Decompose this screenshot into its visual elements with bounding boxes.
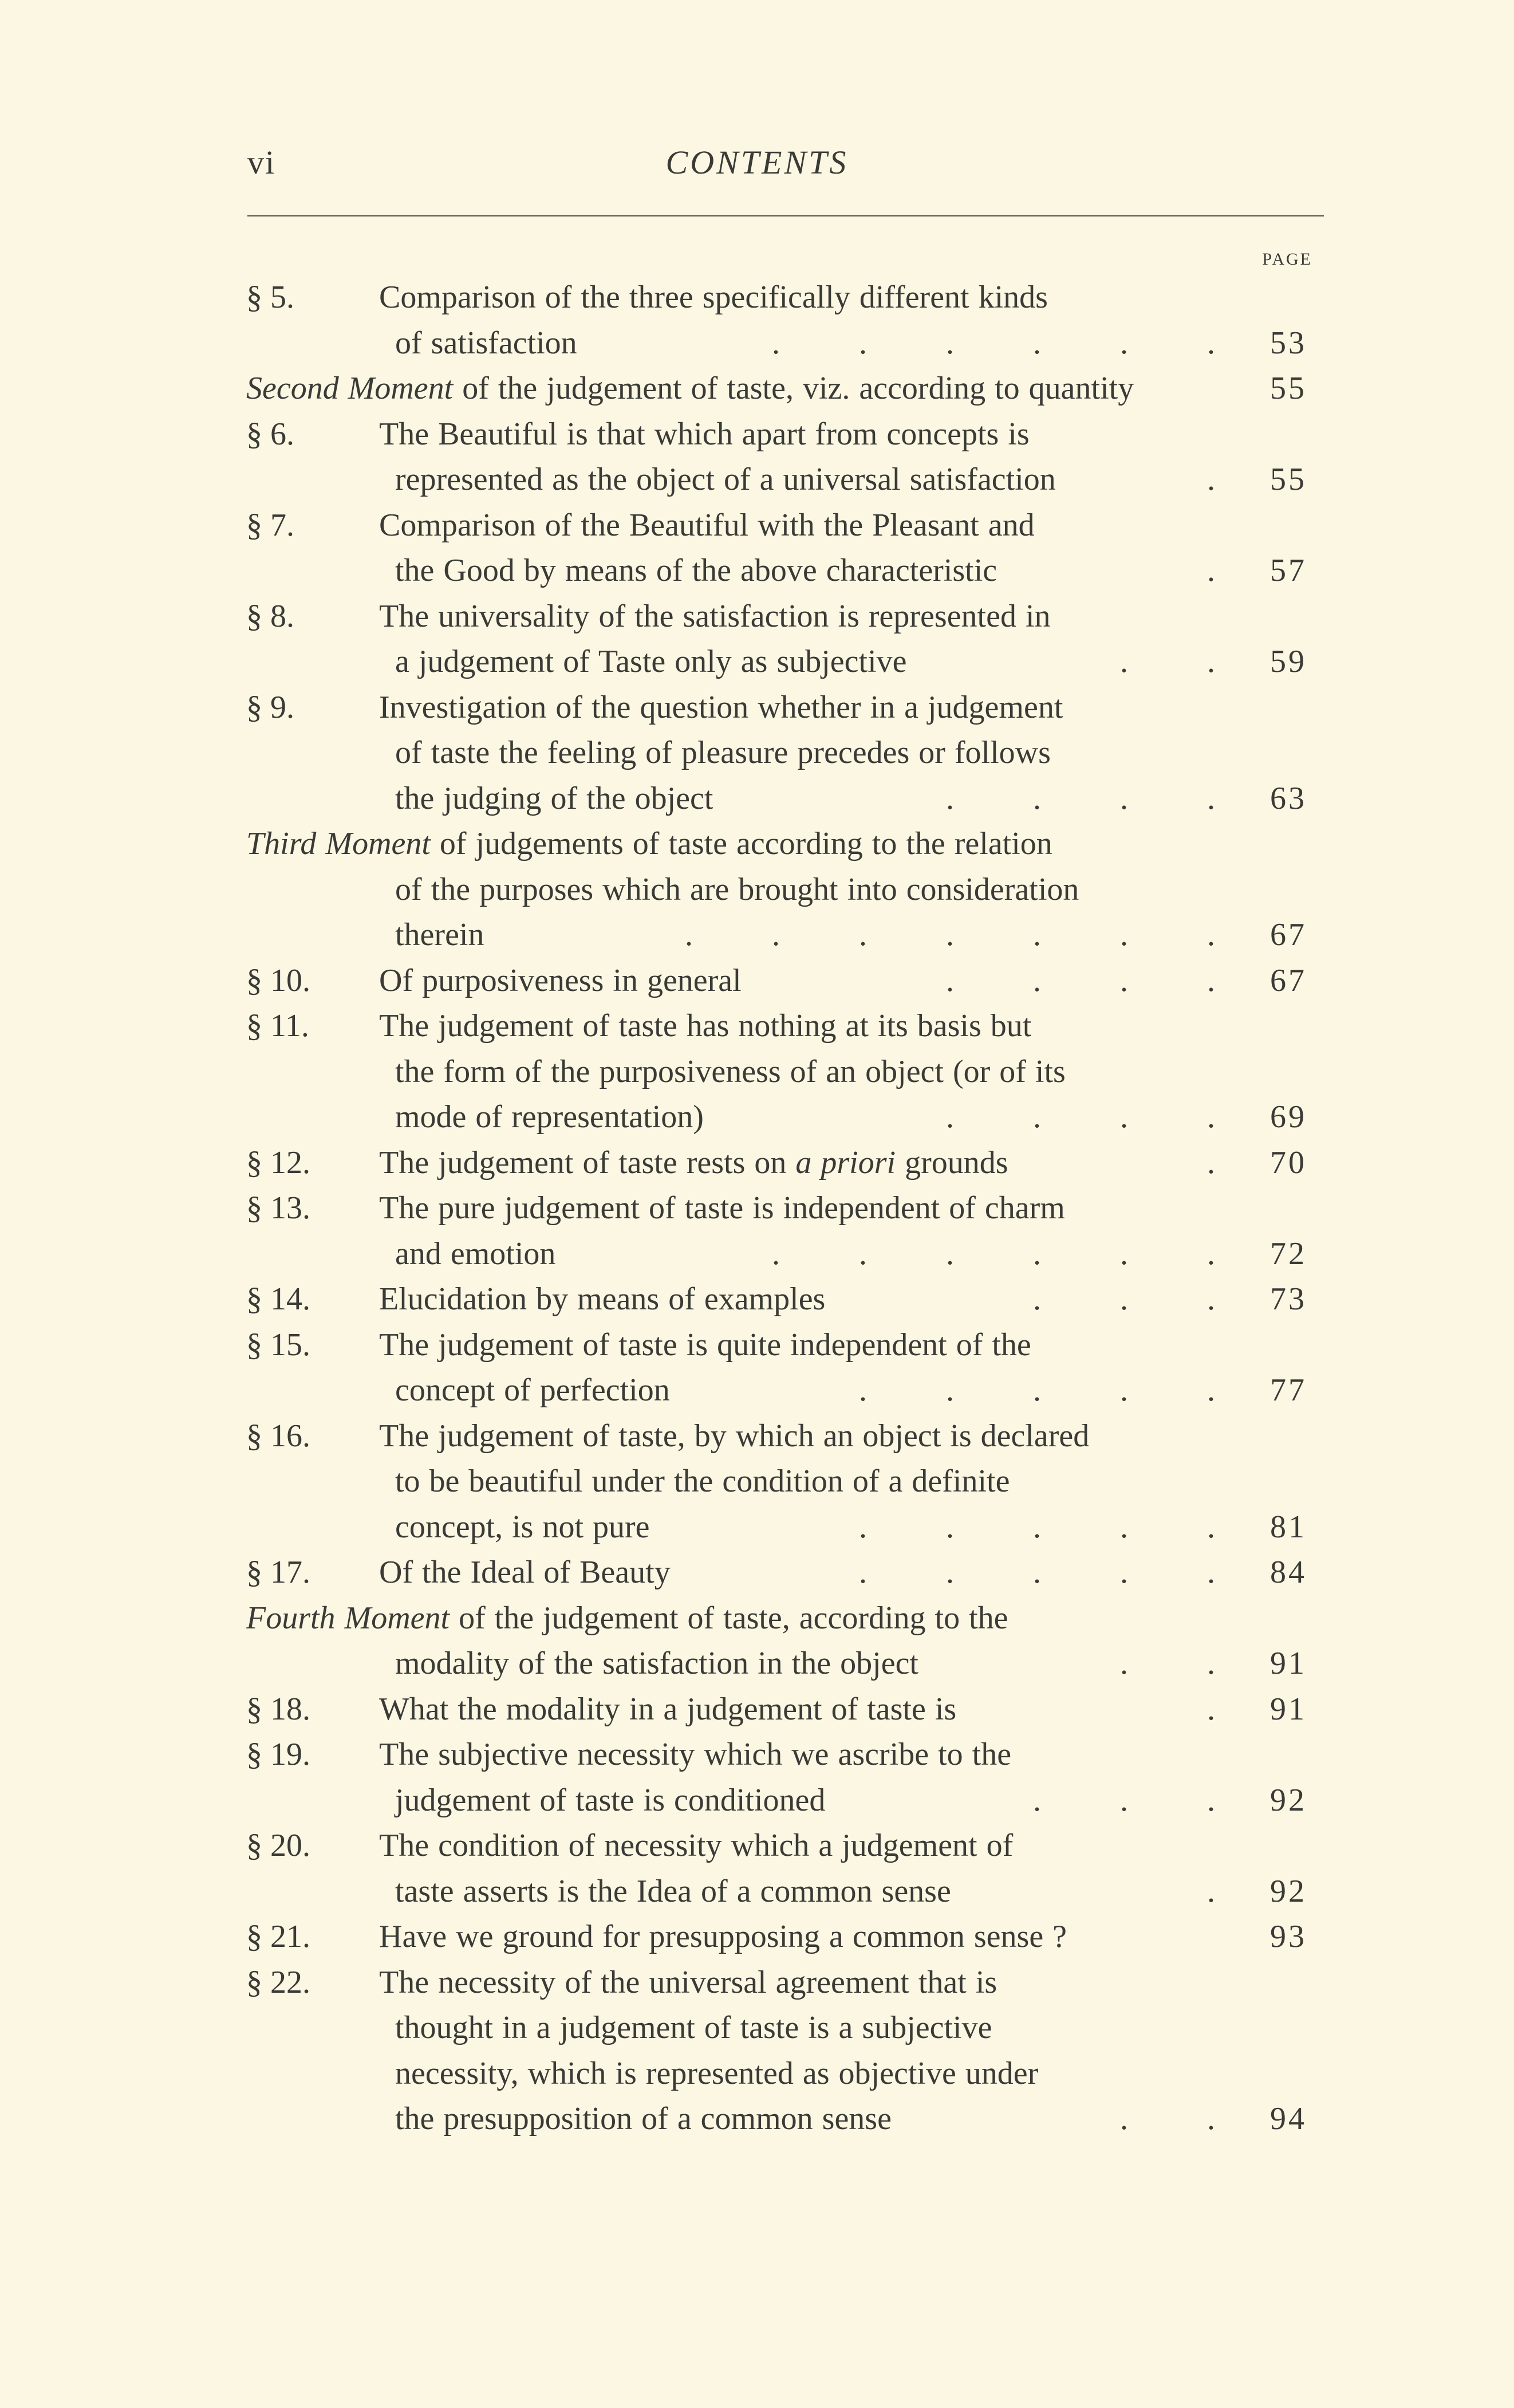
entry-text: The Beautiful is that which apart from concepts is	[379, 416, 1030, 452]
toc-entry	[0, 1323, 1514, 1414]
toc-entry	[0, 1914, 1514, 1960]
entry-text: Third Moment of judgements of taste according to the relation	[246, 826, 1052, 861]
entry-text: The subjective necessity which we ascribe to the	[379, 1737, 1012, 1772]
entry-text: modality of the satisfaction in the object . .	[395, 1646, 1215, 1681]
toc-line	[0, 594, 1514, 640]
section-number: § 15.	[246, 1327, 310, 1363]
page-number: 84	[1270, 1555, 1307, 1590]
toc-line	[0, 1414, 1514, 1459]
section-number: § 19.	[246, 1737, 310, 1772]
page-number: 72	[1270, 1236, 1307, 1272]
entry-text: judgement of taste is conditioned . . .	[395, 1782, 1215, 1818]
page-number: 73	[1270, 1281, 1307, 1317]
toc-line	[0, 1095, 1514, 1140]
entry-text: Second Moment of the judgement of taste, viz. according to quantity	[246, 371, 1134, 406]
section-number: § 22.	[246, 1964, 310, 2000]
header-rule	[247, 215, 1324, 217]
section-number: § 8.	[246, 598, 294, 634]
toc-line	[0, 1687, 1514, 1733]
page-number: 55	[1270, 462, 1307, 497]
entry-text: taste asserts is the Idea of a common sense .	[395, 1873, 1215, 1909]
entry-text: Have we ground for presupposing a common sense ?	[379, 1919, 1067, 1954]
toc-entry	[0, 1140, 1514, 1186]
toc-line	[0, 1505, 1514, 1551]
toc-line	[0, 1140, 1514, 1186]
folio-number: vi	[247, 144, 276, 181]
page-number: 67	[1270, 917, 1307, 953]
page-number: 77	[1270, 1372, 1307, 1408]
toc-line	[0, 457, 1514, 503]
entry-text: represented as the object of a universal satisfaction .	[395, 462, 1215, 497]
toc-line	[0, 1823, 1514, 1869]
toc-line	[0, 1641, 1514, 1687]
entry-text: The universality of the satisfaction is represented in	[379, 598, 1051, 634]
toc-line	[0, 2096, 1514, 2142]
toc-entry	[0, 1414, 1514, 1551]
section-number: § 9.	[246, 689, 294, 725]
toc-entry	[0, 1186, 1514, 1277]
entry-text: Of the Ideal of Beauty . . . . .	[379, 1555, 1215, 1590]
toc-line	[0, 1960, 1514, 2006]
entry-text: of taste the feeling of pleasure precedes or follows	[395, 735, 1051, 770]
toc-line	[0, 275, 1514, 321]
entry-text: of the purposes which are brought into consideration	[395, 871, 1079, 907]
page-number: 94	[1270, 2101, 1307, 2136]
entry-text: The judgement of taste rests on a priori grounds .	[379, 1144, 1215, 1181]
page-number: 53	[1270, 325, 1307, 361]
toc-line	[0, 503, 1514, 549]
entry-text: mode of representation) . . . .	[395, 1099, 1215, 1135]
entry-text: the presupposition of a common sense . .	[395, 2101, 1215, 2136]
toc-line	[0, 867, 1514, 913]
page-number: 92	[1270, 1782, 1307, 1818]
toc-entry	[0, 1960, 1514, 2142]
section-number: § 5.	[246, 280, 294, 315]
page-header	[0, 143, 1514, 189]
toc-line	[0, 1732, 1514, 1778]
toc-entry	[0, 1550, 1514, 1596]
entry-text: thought in a judgement of taste is a subjective	[395, 2010, 992, 2045]
section-number: § 10.	[246, 962, 310, 998]
toc-line	[0, 1231, 1514, 1277]
toc-entry	[0, 1687, 1514, 1733]
page-number: 69	[1270, 1099, 1307, 1135]
page-number: 91	[1270, 1691, 1307, 1727]
page-number: 59	[1270, 644, 1307, 679]
page-number: 67	[1270, 962, 1307, 998]
entry-text: Comparison of the Beautiful with the Pleasant and	[379, 507, 1035, 543]
page-number: 92	[1270, 1873, 1307, 1909]
page-column-label: PAGE	[1262, 250, 1312, 269]
entry-text: concept, is not pure . . . . .	[395, 1509, 1215, 1545]
section-number: § 17.	[246, 1555, 310, 1590]
toc-entry	[0, 1596, 1514, 1687]
toc-line	[0, 1550, 1514, 1596]
section-number: § 18.	[246, 1691, 310, 1727]
toc-entry	[0, 275, 1514, 366]
toc-line	[0, 639, 1514, 685]
toc-entry	[0, 503, 1514, 594]
toc-line	[0, 685, 1514, 731]
section-number: § 6.	[246, 416, 294, 452]
entry-text: The judgement of taste has nothing at its basis but	[379, 1008, 1032, 1044]
entry-text: a judgement of Taste only as subjective . .	[395, 644, 1215, 679]
entry-text: The judgement of taste is quite independent of the	[379, 1327, 1031, 1363]
entry-text: necessity, which is represented as objective under	[395, 2055, 1039, 2091]
entry-text: therein . . . . . . .	[395, 917, 1215, 953]
toc-line	[0, 366, 1514, 412]
page-number: 55	[1270, 371, 1307, 406]
section-number: § 11.	[246, 1008, 309, 1044]
toc-line	[0, 1186, 1514, 1231]
entry-text: Elucidation by means of examples . . .	[379, 1281, 1215, 1317]
entry-text: Of purposiveness in general . . . .	[379, 962, 1215, 998]
entry-text: The condition of necessity which a judgement of	[379, 1828, 1014, 1863]
page-number: 93	[1270, 1919, 1307, 1954]
toc-entry	[0, 1823, 1514, 1914]
section-number: § 14.	[246, 1281, 310, 1317]
toc-entry	[0, 366, 1514, 412]
toc-entry	[0, 1004, 1514, 1140]
section-number: § 13.	[246, 1190, 310, 1226]
toc-entry	[0, 958, 1514, 1004]
toc-line	[0, 958, 1514, 1004]
page-number: 63	[1270, 780, 1307, 816]
entry-text: concept of perfection . . . . .	[395, 1372, 1215, 1408]
toc-line	[0, 412, 1514, 458]
toc-line	[0, 1323, 1514, 1368]
running-title: CONTENTS	[665, 144, 849, 181]
toc-line	[0, 821, 1514, 867]
toc-entry	[0, 594, 1514, 685]
section-number: § 16.	[246, 1418, 310, 1454]
toc-line	[0, 2005, 1514, 2051]
entry-text: Investigation of the question whether in a judgement	[379, 689, 1063, 725]
section-number: § 21.	[246, 1919, 310, 1954]
toc-line	[0, 2051, 1514, 2097]
toc-line	[0, 1778, 1514, 1824]
toc-line	[0, 1596, 1514, 1642]
section-number: § 7.	[246, 507, 294, 543]
toc-line	[0, 912, 1514, 958]
toc-line	[0, 1368, 1514, 1414]
page-number: 70	[1270, 1144, 1307, 1181]
entry-text: Fourth Moment of the judgement of taste, according to the	[246, 1600, 1008, 1636]
toc-line	[0, 776, 1514, 822]
entry-text: the judging of the object . . . .	[395, 780, 1215, 816]
page-number: 57	[1270, 553, 1307, 588]
toc-line	[0, 730, 1514, 776]
entry-text: The necessity of the universal agreement that is	[379, 1964, 997, 2000]
entry-text: the Good by means of the above characteristic .	[395, 553, 1215, 588]
toc-entry	[0, 1277, 1514, 1323]
toc-line	[0, 1004, 1514, 1049]
page-number: 91	[1270, 1646, 1307, 1681]
entry-text: of satisfaction . . . . . .	[395, 325, 1215, 361]
entry-text: What the modality in a judgement of taste is .	[379, 1691, 1215, 1727]
toc-line	[0, 321, 1514, 367]
page-number: 81	[1270, 1509, 1307, 1545]
toc-entry	[0, 685, 1514, 822]
toc-line	[0, 548, 1514, 594]
entry-text: and emotion . . . . . .	[395, 1236, 1215, 1272]
toc-entry	[0, 821, 1514, 958]
toc-line	[0, 1869, 1514, 1915]
entry-text: The judgement of taste, by which an object is declared	[379, 1418, 1090, 1454]
toc-line	[0, 1277, 1514, 1323]
toc-line	[0, 1049, 1514, 1095]
entry-text: to be beautiful under the condition of a definite	[395, 1463, 1010, 1499]
toc-entry	[0, 1732, 1514, 1823]
section-number: § 12.	[246, 1144, 310, 1181]
table-of-contents	[0, 275, 1514, 2142]
toc-entry	[0, 412, 1514, 503]
section-number: § 20.	[246, 1828, 310, 1863]
toc-line	[0, 1459, 1514, 1505]
entry-text: Comparison of the three specifically different kinds	[379, 280, 1048, 315]
entry-text: The pure judgement of taste is independent of charm	[379, 1190, 1065, 1226]
toc-line	[0, 1914, 1514, 1960]
entry-text: the form of the purposiveness of an object (or of its	[395, 1053, 1066, 1089]
